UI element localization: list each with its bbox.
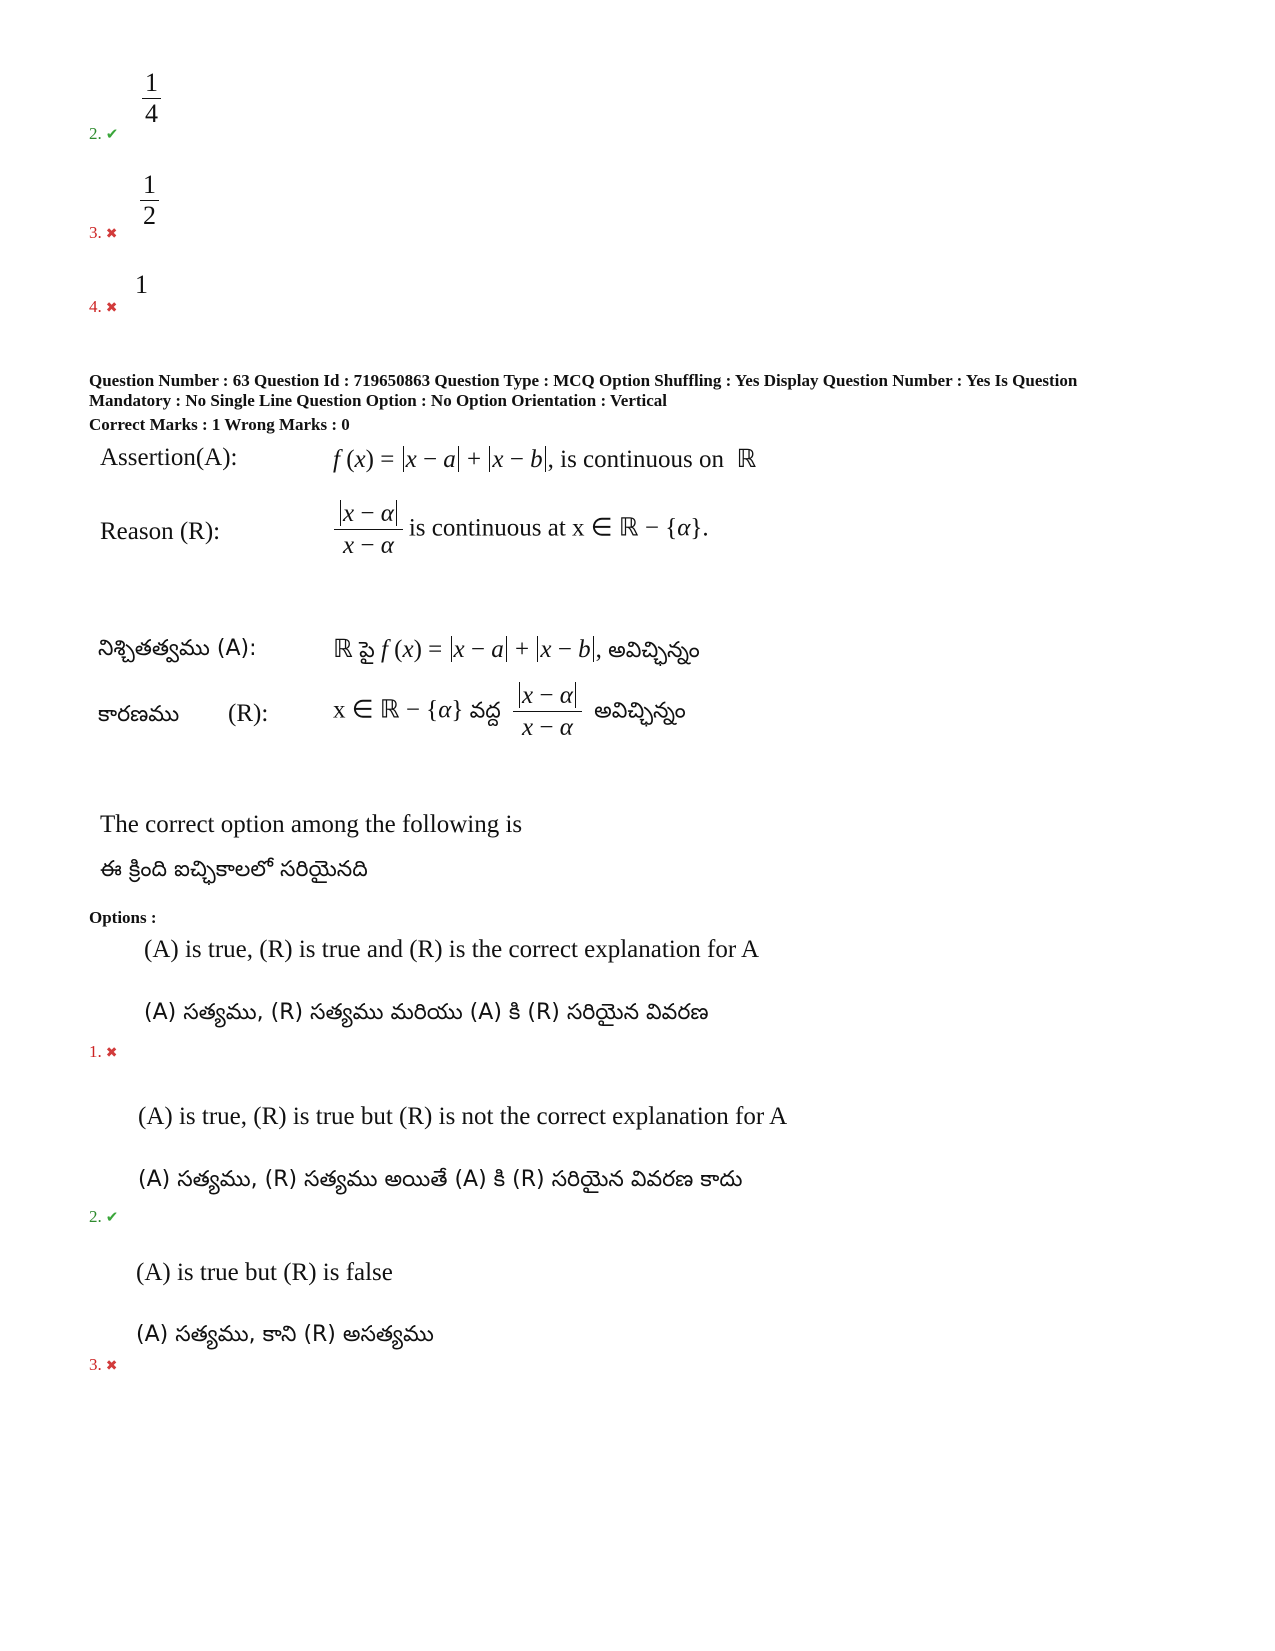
- option-value: 1: [135, 270, 148, 299]
- assertion-label: Assertion(A):: [100, 444, 238, 471]
- option-fraction: $\frac{1}{2}$: [140, 170, 159, 231]
- option-number: 2.: [89, 124, 102, 143]
- cross-icon: ✖: [105, 1359, 118, 1374]
- prev-option-2: [89, 124, 118, 144]
- option-number: 3.: [89, 223, 102, 242]
- option-number: 3.: [89, 1355, 102, 1374]
- option-3-status: [89, 1355, 117, 1375]
- option-2-telugu: (A) సత్యము, (R) సత్యము అయితే (A) కి (R) సరియైన వివరణ కాదు: [138, 1167, 743, 1192]
- option-2-status: [89, 1207, 118, 1227]
- check-icon: ✔: [105, 1210, 119, 1226]
- option-number: 4.: [89, 297, 102, 316]
- cross-icon: ✖: [105, 227, 118, 242]
- prev-option-4: [89, 297, 117, 317]
- assertion-formula: f (x) = x − a + x − b , is continuous on ℝ: [333, 446, 757, 473]
- question-marks: Correct Marks : 1 Wrong Marks : 0: [89, 415, 350, 434]
- tel-assertion-formula: ℝ పై f (x) = x − a + x − b , అవిచ్ఛిన్నం: [333, 636, 700, 663]
- option-number: 1.: [89, 1042, 102, 1061]
- option-number: 2.: [89, 1207, 102, 1226]
- tel-reason-formula: x ∈ ℝ − {α} వద్ద $\frac{x - \alpha}{x - \alpha}$ అవిచ్ఛిన్నం: [333, 682, 686, 742]
- option-1-english: (A) is true, (R) is true and (R) is the correct explanation for A: [144, 936, 760, 963]
- prev-option-3: [89, 223, 117, 243]
- option-2-english: (A) is true, (R) is true but (R) is not the correct explanation for A: [138, 1103, 788, 1130]
- prompt-english: The correct option among the following is: [100, 811, 523, 838]
- reason-formula: $\frac{x - \alpha}{x - \alpha}$ is continuous at x ∈ ℝ − {α}.: [328, 498, 709, 562]
- tel-reason-r: (R):: [228, 700, 269, 727]
- tel-reason-label: కారణము: [98, 702, 180, 727]
- check-icon: ✔: [105, 127, 119, 143]
- cross-icon: ✖: [105, 1046, 118, 1061]
- options-label: Options :: [89, 908, 157, 927]
- option-fraction: $\frac{1}{4}$: [142, 68, 161, 129]
- option-1-telugu: (A) సత్యము, (R) సత్యము మరియు (A) కి (R) సరియైన వివరణ: [144, 1000, 709, 1025]
- option-3-telugu: (A) సత్యము, కాని (R) అసత్యము: [136, 1322, 434, 1347]
- reason-label: Reason (R):: [100, 518, 221, 545]
- option-3-english: (A) is true but (R) is false: [136, 1259, 393, 1286]
- prompt-telugu: ఈ క్రింది ఐచ్ఛికాలలో సరియైనది: [100, 857, 368, 882]
- option-1-status: [89, 1042, 117, 1062]
- question-meta-line1: Question Number : 63 Question Id : 719650863 Question Type : MCQ Option Shuffling : Yes Display Question Number : Yes Is Question: [89, 371, 1078, 390]
- tel-assertion-label: నిశ్చితత్వము (A):: [98, 636, 257, 661]
- cross-icon: ✖: [105, 301, 118, 316]
- question-meta-line2: Mandatory : No Single Line Question Option : No Option Orientation : Vertical: [89, 391, 668, 410]
